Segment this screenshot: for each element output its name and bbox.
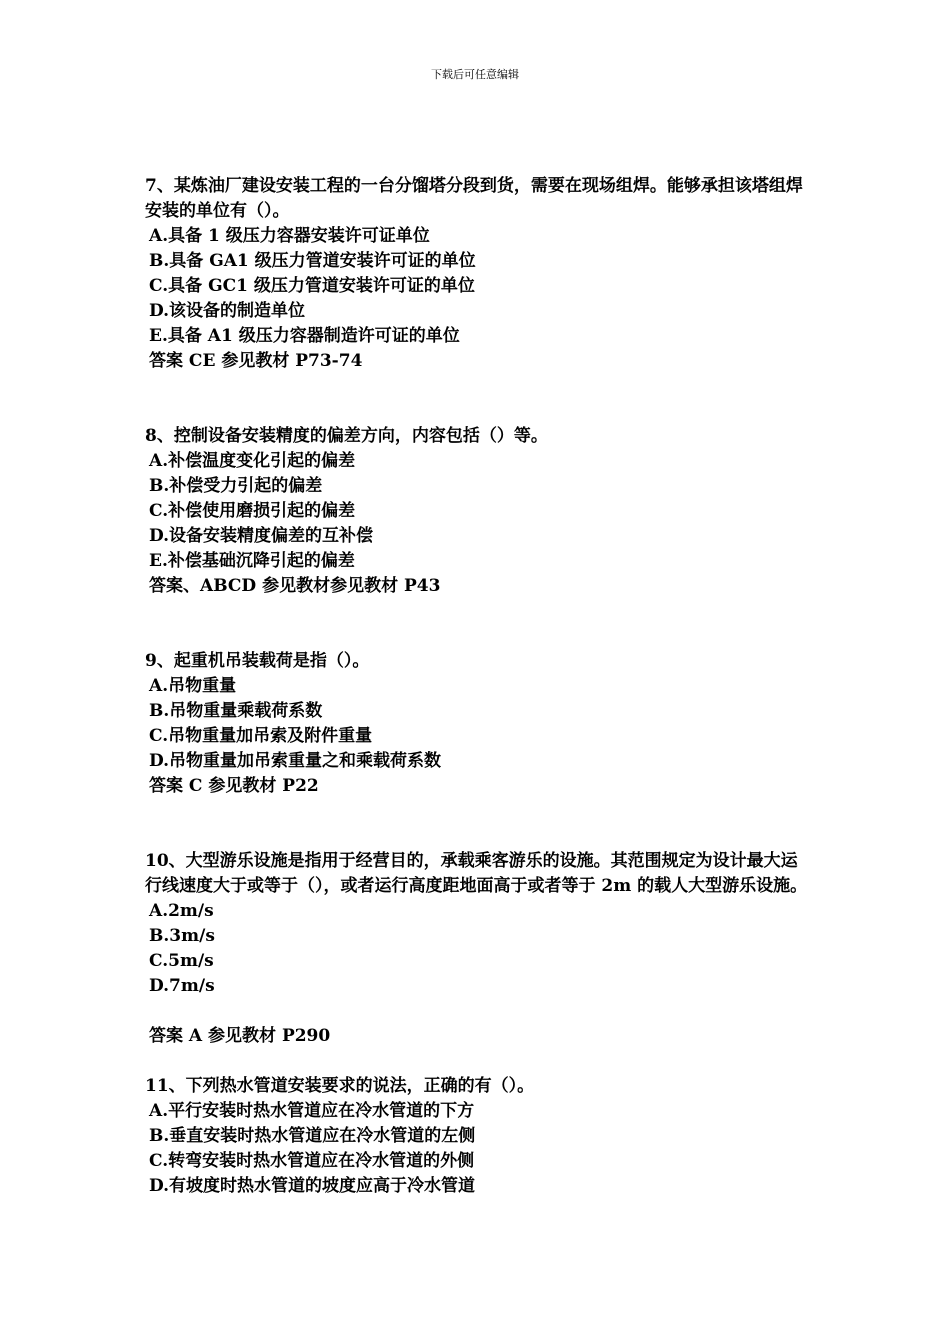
answer-line: 答案、ABCD 参见教材参见教材 P43 <box>149 576 441 596</box>
page-header: 下载后可任意编辑 <box>431 68 519 81</box>
question-text: 7、某炼油厂建设安装工程的一台分馏塔分段到货，需要在现场组焊。能够承担该塔组焊安装的单位有（）。 <box>145 176 803 221</box>
option-list <box>145 899 810 999</box>
option-a: A.2m/s <box>149 901 214 921</box>
question-text: 10、大型游乐设施是指用于经营目的，承载乘客游乐的设施。其范围规定为设计最大运行线速度大于或等于（），或者运行高度距地面高于或者等于 2m 的载人大型游乐设施。 <box>145 851 808 896</box>
option-list <box>145 224 810 349</box>
option-d: D.吊物重量加吊索重量之和乘载荷系数 <box>149 751 442 771</box>
question-11 <box>145 1074 810 1199</box>
option-d: D.该设备的制造单位 <box>149 301 306 321</box>
option-d: D.7m/s <box>149 976 215 996</box>
question-9 <box>145 649 810 799</box>
option-b: B.补偿受力引起的偏差 <box>149 476 323 496</box>
document-body <box>145 174 810 1199</box>
option-list <box>145 674 810 774</box>
question-7 <box>145 174 810 374</box>
option-b: B.具备 GA1 级压力管道安装许可证的单位 <box>149 251 476 271</box>
option-a: A.吊物重量 <box>149 676 237 696</box>
question-text: 9、起重机吊装载荷是指（）。 <box>145 651 370 671</box>
option-list <box>145 1099 810 1199</box>
option-c: C.5m/s <box>149 951 214 971</box>
answer-line: 答案 CE 参见教材 P73-74 <box>149 351 363 371</box>
option-d: D.设备安装精度偏差的互补偿 <box>149 526 374 546</box>
answer-line: 答案 C 参见教材 P22 <box>149 776 319 796</box>
option-a: A.具备 1 级压力容器安装许可证单位 <box>149 226 430 246</box>
option-c: C.转弯安装时热水管道应在冷水管道的外侧 <box>149 1151 475 1171</box>
option-b: B.3m/s <box>149 926 215 946</box>
option-c: C.补偿使用磨损引起的偏差 <box>149 501 356 521</box>
option-c: C.吊物重量加吊索及附件重量 <box>149 726 373 746</box>
question-text: 8、控制设备安装精度的偏差方向，内容包括（）等。 <box>145 426 548 446</box>
option-e: E.具备 A1 级压力容器制造许可证的单位 <box>149 326 460 346</box>
option-b: B.垂直安装时热水管道应在冷水管道的左侧 <box>149 1126 476 1146</box>
question-10 <box>145 849 810 1049</box>
option-d: D.有坡度时热水管道的坡度应高于冷水管道 <box>149 1176 476 1196</box>
option-a: A.补偿温度变化引起的偏差 <box>149 451 356 471</box>
option-c: C.具备 GC1 级压力管道安装许可证的单位 <box>149 276 475 296</box>
option-list <box>145 449 810 574</box>
option-a: A.平行安装时热水管道应在冷水管道的下方 <box>149 1101 475 1121</box>
answer-line: 答案 A 参见教材 P290 <box>149 1026 331 1046</box>
option-e: E.补偿基础沉降引起的偏差 <box>149 551 355 571</box>
question-8 <box>145 424 810 599</box>
question-text: 11、下列热水管道安装要求的说法，正确的有（）。 <box>145 1076 535 1096</box>
option-b: B.吊物重量乘载荷系数 <box>149 701 323 721</box>
